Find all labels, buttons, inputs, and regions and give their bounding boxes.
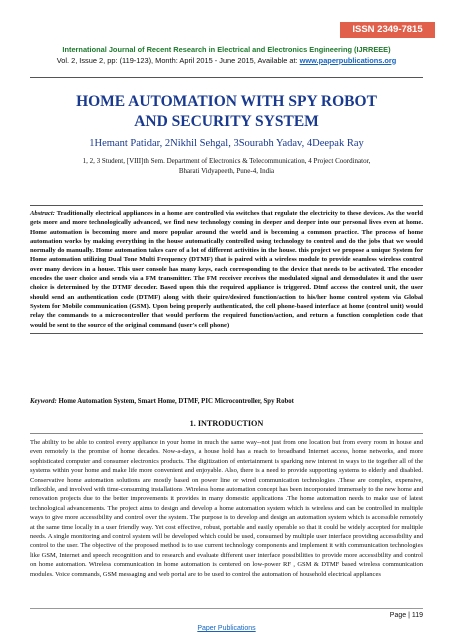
- journal-name: International Journal of Recent Research in Electrical and Electronics Engineering (IJRREEE): [62, 45, 391, 54]
- header-divider: [30, 77, 423, 78]
- footer-divider: [30, 608, 423, 609]
- title-line-1: HOME AUTOMATION WITH SPY ROBOT: [76, 93, 377, 110]
- title-line-2: AND SECURITY SYSTEM: [134, 113, 319, 130]
- affiliation-line-2: Bharati Vidyapeeth, Pune-4, India: [178, 167, 275, 175]
- paper-title: [30, 92, 423, 132]
- abstract-text: Traditionally electrical appliances in a home are controlled via switches that regulate the electricity to these devices. As the world gets more and more technologically advanced, we find new technology coming in deeper and deeper into our personal lives even at home. Home automation is becoming more and more popular around the world and is becoming a common practice. The process of home automation works by making everything in the house automatically controlled using technology to control and do the jobs that we would normally do manually. Home automation takes care of a lot of different activities in the house. this project we propose a unique System for Home automation utilizing Dual Tone Multi Frequency (DTMF) that is paired with a wireless module to provide seamless wireless control over many devices in a house. This user console has many keys, each corresponding to the device that needs to be activated. The encoder encodes the user choice and sends via a FM transmitter. The FM receiver receives the modulated signal and demodulates it and the user choice is determined by the DTMF decoder. Based upon this the required appliance is triggered. Dtmf access the control unit, the user should send an authentication code (DTMF) along with their quire/desired function/action to his/her home control system via Global System for Mobile communication (GSM). Upon being properly authenticated, the cell phone-based interface at home (control unit) would relay the commands to a microcontroller that would perform the required function/action, and return a function completion code that would be sent to the source of the original command (user's cell phone): [30, 210, 424, 329]
- volume-line: [30, 56, 423, 67]
- keywords-text: Home Automation System, Smart Home, DTMF, PIC Microcontroller, Spy Robot: [58, 398, 294, 405]
- author-list: 1Hemant Patidar, 2Nikhil Sehgal, 3Sourabh Yadav, 4Deepak Ray: [89, 138, 364, 149]
- affiliation: [30, 156, 423, 176]
- issn-badge: ISSN 2349-7815: [340, 22, 435, 38]
- abstract: [30, 205, 423, 334]
- publisher-link[interactable]: Paper Publications: [197, 625, 256, 632]
- journal-url-link[interactable]: www.paperpublications.org: [299, 55, 397, 65]
- section-heading: [30, 418, 423, 429]
- affiliation-line-1: 1, 2, 3 Student, [VIII]th Sem. Department of Electronics & Telecommunication, 4 Project Coordinator,: [82, 157, 371, 165]
- journal-header: [30, 45, 423, 66]
- keywords-label: Keyword:: [30, 398, 57, 405]
- section-underline: [30, 433, 423, 434]
- abstract-label: Abstract:: [30, 210, 55, 217]
- keywords: [30, 397, 423, 406]
- page-number: Page | 119: [389, 612, 423, 619]
- section-title: 1. INTRODUCTION: [189, 419, 264, 428]
- introduction-paragraph: The ability to be able to control every appliance in your home in much the same way--not just from one location but from every room in house and even remotely is the promise of home decades. Now-a-days, a house hold has a reach to broadband Internet access, home networks, and more sophisticated computer and consumer electronics products. The digitization of entertainment is sparking new interest in ways to tie together all of the systems within your home and make life more convenient and enjoyable. Also, there is a need to provide supporting systems to elderly and disabled. Conservative home automation solutions are mostly based on power line or wired communication technologies .These are complex, expensive, inflexible, and involved with time-consuming installations .Wireless home automation concept has been incorporated immensely to the new home and renovation projects due to the better improvements it provides in many domestic applications .The home automation needs to make use of latest technological advancements. The project aims to design and develop a home automation system which is wireless and can be controlled in multiple ways to give more accessibility and control over the system. The purpose is to develop and design an automation system which is accessible remotely at the same time locally in a user friendly way. Yet cost effective, robust, portable and easily operable so that it could be widely accepted for multiple needs. A single monitoring and control system will be developed which could be used, consumed by multiple user interface providing accessibility and control to the user. The objective of the proposed method is to use current technology components and implement it with communication technologies like GSM, Internet and speech recognition and to research and evaluate different user interface possibilities to provide more accessibility and control on home automation. Wireless communication in home automation is centered on low-power RF , GSM & DTMF based wireless communication modules. Voice commands, GSM messaging and web portal are to be used to control the automation of household electrical appliances: [30, 439, 423, 578]
- footer-publisher: [0, 625, 453, 632]
- volume-info: Vol. 2, Issue 2, pp: (119-123), Month: April 2015 - June 2015, Available at:: [56, 55, 300, 65]
